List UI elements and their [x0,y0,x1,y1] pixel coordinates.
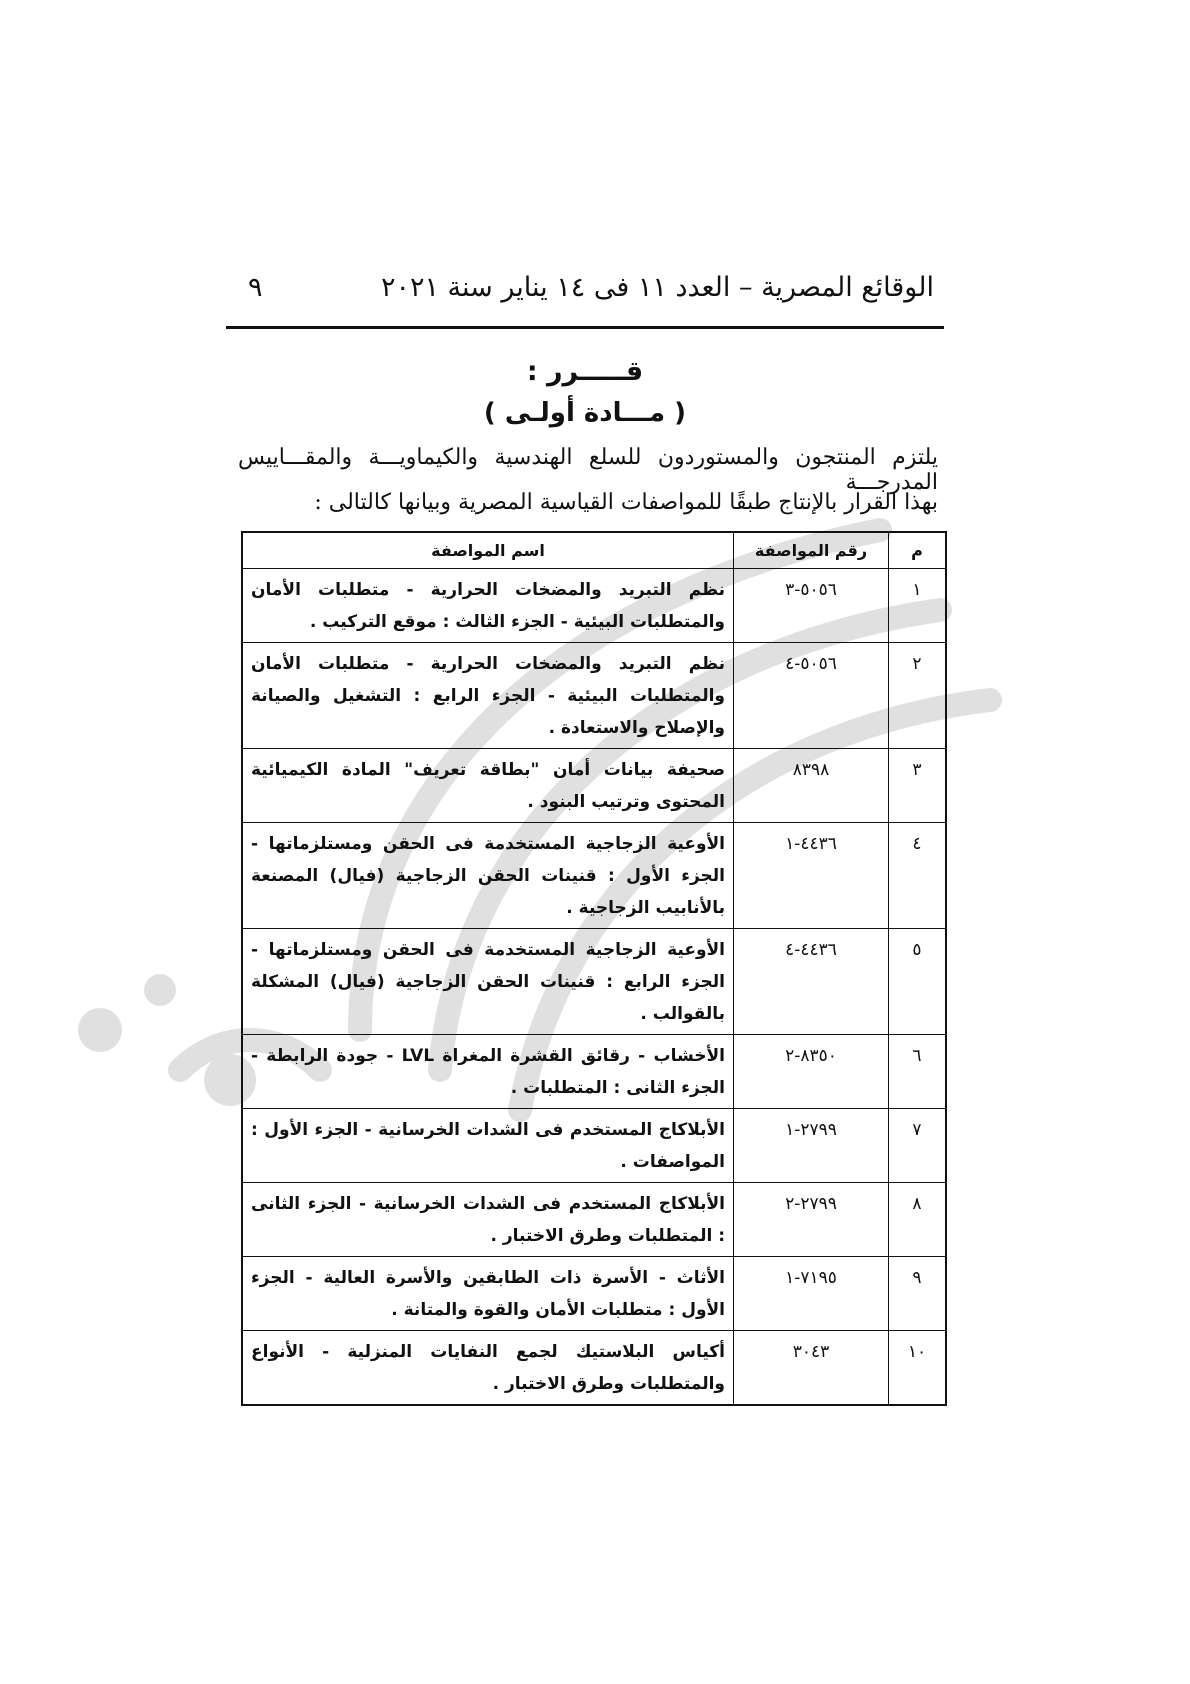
table-row [242,929,946,1035]
intro-line-1: يلتزم المنتجون والمستوردون للسلع الهندسية والكيماويـــة والمقـــاييس المدرجـــة [238,445,938,495]
article-heading: ( مـــادة أولـى ) [483,398,687,428]
table-row [242,1183,946,1257]
table-row [242,1257,946,1331]
intro-line-2: بهذا القرار بالإنتاج طبقًا للمواصفات القياسية المصرية وبيانها كالتالى : [314,490,938,515]
gazette-header [226,270,944,329]
table-header-row [242,532,946,569]
row-spec-number: ٢٧٩٩-١ [734,1109,889,1183]
row-spec-name: الأثاث - الأسرة ذات الطابقين والأسرة العالية - الجزء الأول : متطلبات الأمان والقوة والمتانة . [242,1257,734,1331]
table-row [242,749,946,823]
row-spec-name: صحيفة بيانات أمان "بطاقة تعريف" المادة الكيميائية المحتوى وترتيب البنود . [242,749,734,823]
row-spec-number: ٥٠٥٦-٣ [734,569,889,643]
row-index: ٦ [889,1035,947,1109]
table-row [242,643,946,749]
row-spec-name: نظم التبريد والمضخات الحرارية - متطلبات الأمان والمتطلبات البيئية - الجزء الثالث : موقع التركيب . [242,569,734,643]
row-index: ٥ [889,929,947,1035]
row-spec-number: ٢٧٩٩-٢ [734,1183,889,1257]
row-index: ٢ [889,643,947,749]
row-index: ٣ [889,749,947,823]
row-spec-name: نظم التبريد والمضخات الحرارية - متطلبات الأمان والمتطلبات البيئية - الجزء الرابع : التشغيل والصيانة والإصلاح والاستعادة . [242,643,734,749]
row-spec-number: ٧١٩٥-١ [734,1257,889,1331]
table-row [242,1109,946,1183]
decree-word: قـــــرر : [526,356,644,387]
page-number: ٩ [248,272,263,303]
table-row [242,1331,946,1406]
row-index: ٧ [889,1109,947,1183]
specifications-table [241,531,947,1406]
gazette-title: الوقائع المصرية – العدد ١١ فى ١٤ يناير سنة ٢٠٢١ [380,272,934,303]
row-spec-name: الأبلاكاج المستخدم فى الشدات الخرسانية - الجزء الأول : المواصفات . [242,1109,734,1183]
row-index: ٤ [889,823,947,929]
row-index: ٩ [889,1257,947,1331]
row-spec-number: ٤٤٣٦-٤ [734,929,889,1035]
row-spec-name: الأوعية الزجاجية المستخدمة فى الحقن ومستلزماتها - الجزء الأول : قنينات الحقن الزجاجية (فيال) المصنعة بالأنابيب الزجاجية . [242,823,734,929]
row-index: ١٠ [889,1331,947,1406]
row-spec-name: الأوعية الزجاجية المستخدمة فى الحقن ومستلزماتها - الجزء الرابع : قنينات الحقن الزجاجية (فيال) المشكلة بالقوالب . [242,929,734,1035]
table-row [242,1035,946,1109]
header-spec-number: رقم المواصفة [734,532,889,569]
header-index: م [889,532,947,569]
table-row [242,823,946,929]
row-spec-name: الأبلاكاج المستخدم فى الشدات الخرسانية - الجزء الثانى : المتطلبات وطرق الاختبار . [242,1183,734,1257]
header-spec-name: اسم المواصفة [242,532,734,569]
row-spec-number: ٤٤٣٦-١ [734,823,889,929]
row-index: ٨ [889,1183,947,1257]
row-spec-name: الأخشاب - رقائق القشرة المغراة LVL - جودة الرابطة - الجزء الثانى : المتطلبات . [242,1035,734,1109]
row-spec-number: ٣٠٤٣ [734,1331,889,1406]
row-spec-number: ٥٠٥٦-٤ [734,643,889,749]
table-row [242,569,946,643]
row-spec-name: أكياس البلاستيك لجمع النفايات المنزلية - الأنواع والمتطلبات وطرق الاختبار . [242,1331,734,1406]
row-index: ١ [889,569,947,643]
row-spec-number: ٨٣٩٨ [734,749,889,823]
row-spec-number: ٨٣٥٠-٢ [734,1035,889,1109]
